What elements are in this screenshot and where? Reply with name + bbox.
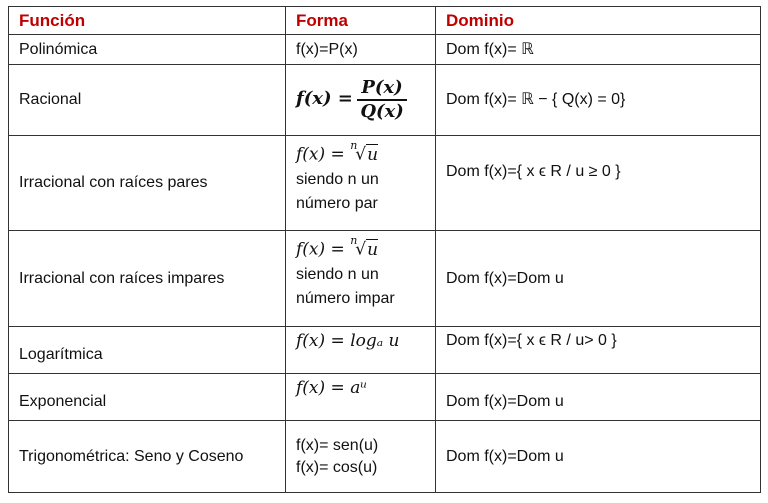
cell-funcion: Polinómica [9, 35, 286, 65]
table-row [9, 421, 761, 493]
function-domain-table [8, 6, 761, 493]
table-row [9, 136, 761, 231]
header-funcion: Función [9, 7, 286, 35]
fraction [357, 77, 406, 123]
cell-funcion: Exponencial [9, 374, 286, 421]
table-row [9, 327, 761, 374]
forma-line: siendo n un [296, 170, 379, 188]
cell-funcion: Trigonométrica: Seno y Coseno [9, 421, 286, 493]
radical-argument: u [367, 144, 379, 165]
cell-forma [286, 231, 436, 327]
cell-dominio: Dom f(x)=Dom u [436, 421, 761, 493]
cell-dominio: Dom f(x)= ℝ − { Q(x) = 0} [436, 65, 761, 136]
cell-dominio: Dom f(x)= ℝ [436, 35, 761, 65]
forma-line: f(x)= sen(u) [296, 436, 379, 454]
radical: $^n$√u [350, 139, 379, 165]
cell-funcion: Racional [9, 65, 286, 136]
header-row [9, 7, 761, 35]
table-row [9, 231, 761, 327]
cell-dominio: Dom f(x)={ x ϵ R / u> 0 } [436, 327, 761, 374]
fraction-numerator: P(x) [357, 77, 406, 101]
cell-forma: f(x) = logₐ u [286, 327, 436, 374]
cell-forma [286, 421, 436, 493]
cell-dominio: Dom f(x)=Dom u [436, 374, 761, 421]
table-row [9, 35, 761, 65]
cell-dominio: Dom f(x)={ x ϵ R / u ≥ 0 } [436, 136, 761, 231]
fraction-denominator: Q(x) [360, 101, 404, 122]
cell-forma: f(x) = aᵘ [286, 374, 436, 421]
cell-forma: f(x)=P(x) [286, 35, 436, 65]
radical-index: n [350, 234, 358, 247]
forma-line: número impar [296, 289, 395, 307]
table-row [9, 374, 761, 421]
formula-lhs: f(x) = [296, 144, 351, 165]
cell-funcion: Logarítmica [9, 327, 286, 374]
cell-funcion: Irracional con raíces pares [9, 136, 286, 231]
cell-dominio: Dom f(x)=Dom u [436, 231, 761, 327]
forma-line: f(x)= cos(u) [296, 458, 378, 476]
formula-lhs: f(x) = [296, 239, 351, 260]
cell-forma [286, 65, 436, 136]
table-row [9, 65, 761, 136]
formula-lhs: f(x) = [296, 88, 353, 110]
header-dominio: Dominio [436, 7, 761, 35]
header-forma: Forma [286, 7, 436, 35]
forma-line: siendo n un [296, 265, 379, 283]
radical: $^n$√u [350, 234, 379, 260]
radical-index: n [350, 139, 358, 152]
forma-line: número par [296, 194, 378, 212]
cell-funcion: Irracional con raíces impares [9, 231, 286, 327]
radical-argument: u [367, 239, 379, 260]
cell-forma [286, 136, 436, 231]
